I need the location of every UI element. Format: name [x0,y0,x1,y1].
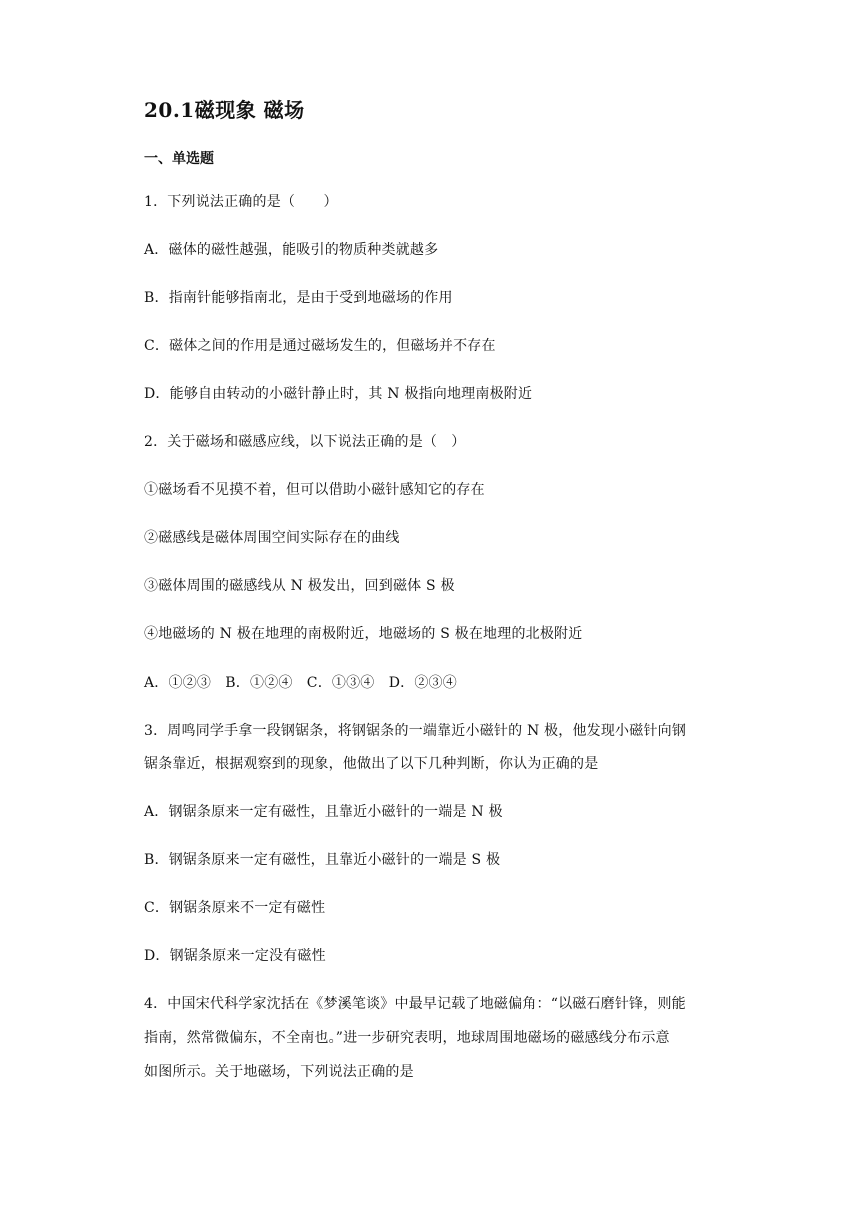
question-2-statement-4: ④地磁场的 N 极在地理的南极附近，地磁场的 S 极在地理的北极附近 [144,626,583,642]
question-3-option-d: D．钢锯条原来一定没有磁性 [144,948,326,964]
question-4-stem-line-2: 指南，然常微偏东，不全南也。”进一步研究表明，地球周围地磁场的磁感线分布示意 [144,1030,670,1046]
section-heading: 一、单选题 [144,151,214,167]
question-2-statement-3: ③磁体周围的磁感线从 N 极发出，回到磁体 S 极 [144,578,455,594]
question-1-option-b: B．指南针能够指南北，是由于受到地磁场的作用 [144,290,453,306]
question-2-statement-1: ①磁场看不见摸不着，但可以借助小磁针感知它的存在 [144,482,485,498]
question-1-option-d: D．能够自由转动的小磁针静止时，其 N 极指向地理南极附近 [144,386,533,402]
question-4-stem-line-1: 4．中国宋代科学家沈括在《梦溪笔谈》中最早记载了地磁偏角：“以磁石磨针锋，则能 [144,996,686,1012]
question-2-options: A．①②③ B．①②④ C．①③④ D．②③④ [144,675,457,691]
question-3-option-c: C．钢锯条原来不一定有磁性 [144,900,326,916]
question-3-stem-line-2: 锯条靠近，根据观察到的现象，他做出了以下几种判断，你认为正确的是 [144,756,599,772]
question-1-stem: 1．下列说法正确的是（ ） [144,194,338,210]
document-title: 20.1磁现象 磁场 [144,98,305,122]
question-2-stem: 2．关于磁场和磁感应线，以下说法正确的是（ ） [144,434,466,450]
question-3-option-b: B．钢锯条原来一定有磁性，且靠近小磁针的一端是 S 极 [144,852,501,868]
question-1-option-c: C．磁体之间的作用是通过磁场发生的，但磁场并不存在 [144,338,496,354]
question-4-stem-line-3: 如图所示。关于地磁场，下列说法正确的是 [144,1064,414,1080]
question-1-option-a: A．磁体的磁性越强，能吸引的物质种类就越多 [144,242,439,258]
question-3-stem-line-1: 3．周鸣同学手拿一段钢锯条，将钢锯条的一端靠近小磁针的 N 极，他发现小磁针向钢 [144,723,687,739]
question-3-option-a: A．钢锯条原来一定有磁性，且靠近小磁针的一端是 N 极 [144,804,503,820]
question-2-statement-2: ②磁感线是磁体周围空间实际存在的曲线 [144,530,400,546]
